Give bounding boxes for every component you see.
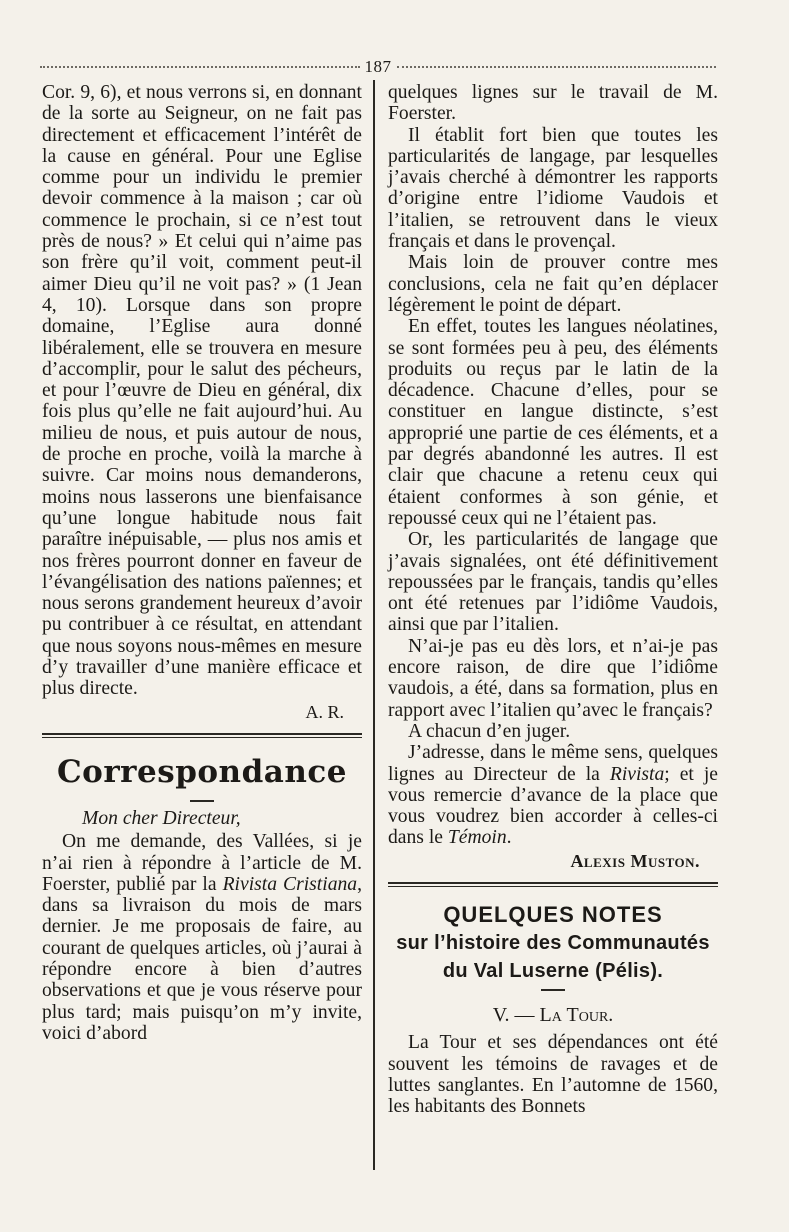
right-column [388, 82, 718, 1117]
signature-muston: Alexis Muston. [570, 850, 700, 871]
right-paragraph-1: Il établit fort bien que toutes les particularités de langage, par lesquelles j’avais cherché à démontrer les rapports d’origine entre l’idiome Vaudois et l’italien, se retrouvent dans le vieux français et dans le provençal. [388, 124, 718, 253]
header-rule-left [40, 66, 360, 68]
notes-title: QUELQUES NOTES [443, 901, 663, 927]
right-paragraph-continued: quelques lignes sur le travail de M. Foerster. [388, 82, 718, 125]
section-heading-la-tour: V. — La Tour. [492, 1003, 614, 1026]
page-header [40, 56, 716, 78]
right-section-divider [388, 882, 718, 887]
column-divider [373, 80, 375, 1170]
section-divider [42, 733, 362, 738]
section-title-correspondance: Correspondance [57, 753, 347, 790]
title-underline [190, 800, 214, 802]
final-paragraph: La Tour et ses dépendances ont été souvent les témoins de ravages et de luttes sanglantes. En l’automne de 1560, les habitants des Bonnets [388, 1032, 718, 1118]
notes-underline [541, 989, 565, 991]
signature-ar: A. R. [305, 701, 344, 722]
salutation: Mon cher Directeur, [82, 807, 241, 829]
right-paragraph-5: N’ai-je pas eu dès lors, et n’ai-je pas encore raison, de dire que l’idiôme vaudois, a été, dans sa formation, plus en rapport avec l’italien qu’avec le français? [388, 635, 718, 721]
right-paragraph-7: J’adresse, dans le même sens, quelques lignes au Directeur de la Rivista; et je vous remercie d’avance de la place que vous voudrez bien accorder à celles-ci dans le Témoin. [388, 742, 718, 849]
letter-paragraph-1: On me demande, des Vallées, si je n’ai rien à répondre à l’article de M. Foerster, publié par la Rivista Cristiana, dans sa livraison du mois de mars dernier. Je me proposais de faire, au courant de quelques articles, où j’aurai à répondre encore à bien d’autres observations et que je vous réserve pour plus tard; mais puisqu’on m’y invite, voici d’abord [42, 831, 362, 1044]
right-paragraph-6: A chacun d’en juger. [408, 720, 571, 742]
right-paragraph-4: Or, les particularités de langage que j’avais signalées, ont été définitivement repoussées par le français, tandis qu’elles ont été retenues par l’idiôme Vaudois, ainsi que par l’italien. [388, 529, 718, 636]
right-paragraph-2: Mais loin de prouver contre mes conclusions, cela ne fait qu’en déplacer légèrement le point de départ. [388, 252, 718, 316]
left-paragraph-1: Cor. 9, 6), et nous verrons si, en donnant de la sorte au Seigneur, on ne fait pas directement et efficacement l’intérêt de la cause en général. Pour une Eglise comme pour un individu le premier devoir commence à la maison ; car où commence le prochain, si ce n’est tout près de nous? » Et celui qui n’aime pas son frère qu’il voit, comment peut-il aimer Dieu qu’il ne voit pas? » (1 Jean 4, 10). Lorsque dans son propre domaine, l’Eglise aura donné libéralement, elle se trouvera en mesure d’accomplir, pour le salut des pécheurs, et pour l’œuvre de Dieu en général, dix fois plus qu’elle ne fait aujourd’hui. Au milieu de nous, et puis autour de nous, de proche en proche, voilà la marche à suivre. Car moins nous demanderons, moins nous lasserons une bienfaisance qu’une longue habitude nous fait paraître inépuisable, — plus nos amis et nos frères pourront donner en faveur de l’évangélisation des nations païennes; et nous serons grandement heureux d’avoir pu contribuer à ce résultat, en attendant que nous soyons nous-mêmes en mesure d’y travailler d’une manière efficace et plus directe. [42, 82, 362, 700]
notes-subtitle-2: du Val Luserne (Pélis). [442, 959, 664, 982]
notes-subtitle-1: sur l’histoire des Communautés [396, 931, 710, 954]
right-paragraph-3: En effet, toutes les langues néolatines, se sont formées peu à peu, des éléments produits ou reçus par le latin de la décadence. Chacune d’elles, pour se constituer en langue distincte, s’est approprié une partie de ces éléments, et a par degrés abandonné les autres. Il est clair que chacune a retenu ceux qui étaient conformes à son génie, et repoussé ceux qui ne l’étaient pas. [388, 316, 718, 529]
page-number: 187 [364, 57, 392, 76]
left-column [42, 82, 362, 1044]
header-rule-right [397, 66, 717, 68]
